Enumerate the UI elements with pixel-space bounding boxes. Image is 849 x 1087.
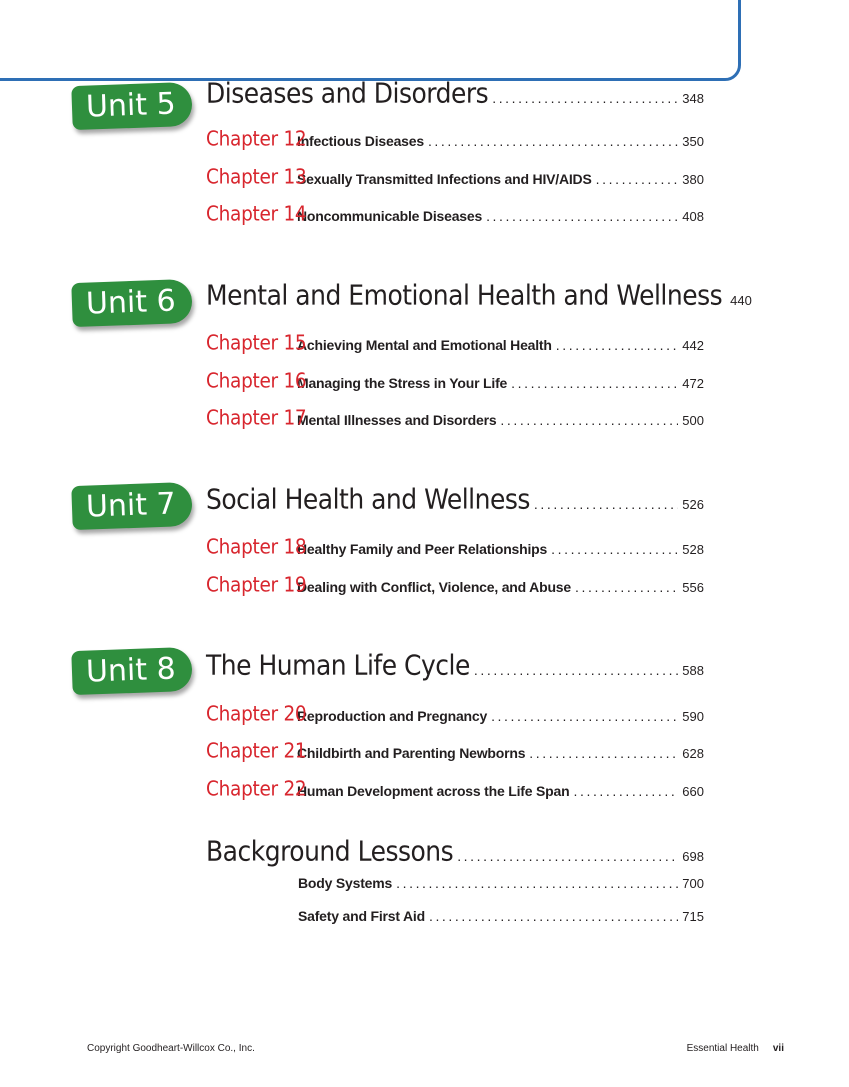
chapter-label: Chapter 15 <box>206 331 307 355</box>
page-number: 348 <box>682 91 704 106</box>
unit-5-row[interactable] <box>206 76 704 109</box>
body-systems-row[interactable] <box>298 875 704 891</box>
chapter-16-row[interactable] <box>206 369 704 393</box>
page-number: 698 <box>682 849 704 864</box>
unit-title: Mental and Emotional Health and Wellness <box>206 278 723 311</box>
chapter-label: Chapter 18 <box>206 535 307 559</box>
book-title: Essential Health <box>686 1043 759 1054</box>
lesson-title: Safety and First Aid <box>298 908 425 924</box>
chapter-label: Chapter 20 <box>206 702 307 726</box>
leader-dots <box>500 412 678 428</box>
unit-title: Diseases and Disorders <box>206 76 489 109</box>
chapter-title: Infectious Diseases <box>297 133 424 149</box>
page-number: 472 <box>682 376 704 391</box>
unit-title: The Human Life Cycle <box>206 648 470 681</box>
chapter-title: Managing the Stress in Your Life <box>297 375 508 391</box>
leader-dots <box>511 375 678 391</box>
page-number: 380 <box>682 172 704 187</box>
page-number: 408 <box>682 209 704 224</box>
unit-tab-7: Unit 7 <box>71 482 192 530</box>
unit-8-row[interactable] <box>206 648 704 681</box>
copyright-notice: Copyright Goodheart-Willcox Co., Inc. <box>87 1043 255 1054</box>
lesson-title: Body Systems <box>298 875 393 891</box>
leader-dots <box>429 908 678 924</box>
safety-first-aid-row[interactable] <box>298 908 704 924</box>
top-frame <box>0 0 741 81</box>
chapter-22-row[interactable] <box>206 777 704 801</box>
chapter-19-row[interactable] <box>206 573 704 597</box>
page-number: 590 <box>682 709 704 724</box>
leader-dots <box>491 708 678 724</box>
chapter-title: Healthy Family and Peer Relationships <box>297 541 548 557</box>
chapter-15-row[interactable] <box>206 331 704 355</box>
chapter-18-row[interactable] <box>206 535 704 559</box>
chapter-title: Dealing with Conflict, Violence, and Abuse <box>297 579 571 595</box>
chapter-12-row[interactable] <box>206 127 704 151</box>
unit-tab-5: Unit 5 <box>71 82 192 130</box>
leader-dots <box>428 133 678 149</box>
chapter-label: Chapter 21 <box>206 739 307 763</box>
unit-7-row[interactable] <box>206 482 704 515</box>
page-number: 628 <box>682 746 704 761</box>
leader-dots <box>596 171 679 187</box>
page-number: 526 <box>682 497 704 512</box>
chapter-20-row[interactable] <box>206 702 704 726</box>
leader-dots <box>396 875 678 891</box>
chapter-title: Achieving Mental and Emotional Health <box>297 337 552 353</box>
leader-dots <box>556 337 679 353</box>
chapter-14-row[interactable] <box>206 202 704 226</box>
chapter-title: Noncommunicable Diseases <box>297 208 483 224</box>
leader-dots <box>575 579 678 595</box>
chapter-label: Chapter 22 <box>206 777 307 801</box>
leader-dots <box>551 541 678 557</box>
chapter-13-row[interactable] <box>206 165 704 189</box>
chapter-label: Chapter 13 <box>206 165 307 189</box>
folio: vii <box>772 1043 784 1054</box>
leader-dots <box>492 90 678 106</box>
chapter-label: Chapter 16 <box>206 369 307 393</box>
unit-title: Background Lessons <box>206 834 454 867</box>
unit-tab-6: Unit 6 <box>71 279 192 327</box>
chapter-title: Childbirth and Parenting Newborns <box>297 745 526 761</box>
chapter-label: Chapter 17 <box>206 406 307 430</box>
chapter-label: Chapter 19 <box>206 573 307 597</box>
chapter-title: Sexually Transmitted Infections and HIV/AIDS <box>297 171 592 187</box>
page-number: 350 <box>682 134 704 149</box>
page-number: 440 <box>730 293 752 308</box>
chapter-title: Human Development across the Life Span <box>297 783 570 799</box>
chapter-title: Reproduction and Pregnancy <box>297 708 488 724</box>
page-number: 700 <box>682 876 704 891</box>
chapter-21-row[interactable] <box>206 739 704 763</box>
chapter-label: Chapter 14 <box>206 202 307 226</box>
unit-tab-8: Unit 8 <box>71 647 192 695</box>
leader-dots <box>457 848 678 864</box>
leader-dots <box>486 208 678 224</box>
page-number: 528 <box>682 542 704 557</box>
leader-dots <box>529 745 678 761</box>
page-number: 715 <box>682 909 704 924</box>
page-number: 660 <box>682 784 704 799</box>
leader-dots <box>474 662 678 678</box>
background-lessons-row[interactable] <box>206 834 704 867</box>
chapter-title: Mental Illnesses and Disorders <box>297 412 497 428</box>
chapter-label: Chapter 12 <box>206 127 307 151</box>
page-number: 556 <box>682 580 704 595</box>
footer-book-info <box>687 1043 784 1054</box>
unit-6-row[interactable] <box>206 278 752 311</box>
chapter-17-row[interactable] <box>206 406 704 430</box>
leader-dots <box>573 783 678 799</box>
leader-dots <box>534 496 678 512</box>
page-number: 588 <box>682 663 704 678</box>
page-number: 500 <box>682 413 704 428</box>
page-number: 442 <box>682 338 704 353</box>
unit-title: Social Health and Wellness <box>206 482 530 515</box>
